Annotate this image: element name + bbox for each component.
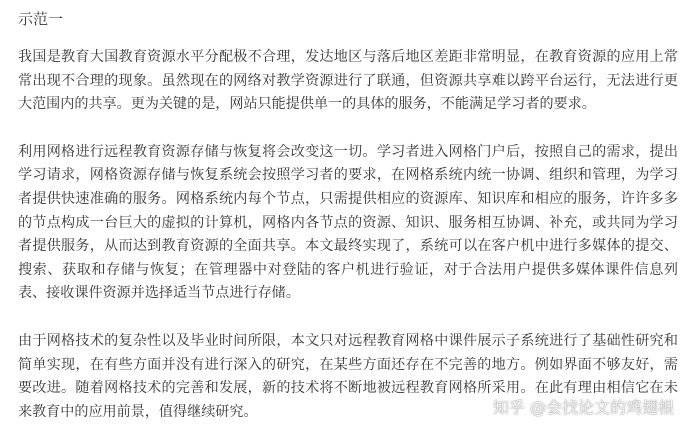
paragraph-3: 由于网格技术的复杂性以及毕业时间所限，本文只对远程教育网格中课件展示子系统进行了基础性研究和简单实现，在有些方面并没有进行深入的研究，在某些方面还存在不完善的地方。例如界面不够友好，需要改进。随着网格技术的完善和发展，新的技术将不断地被远程教育网格所采用。在此有理由相信它在未来教育中的应用前景，值得继续研究。: [18, 332, 678, 420]
paragraph-1: 我国是教育大国教育资源水平分配极不合理，发达地区与落后地区差距非常明显，在教育资源的应用上常常出现不合理的现象。虽然现在的网络对教学资源进行了联通，但资源共享难以跨平台运行，无法进行更大范围内的共享。更为关键的是，网站只能提供单一的具体的服务，不能满足学习者的要求。: [18, 49, 678, 113]
article-body: [18, 10, 678, 448]
zhihu-watermark: 知乎 @会找论文的鸡翅根: [492, 398, 674, 417]
section-title: 示范一: [18, 10, 64, 28]
paragraph-2: 利用网格进行远程教育资源存储与恢复将会改变这一切。学习者进入网格门户后，按照自己的需求，提出学习请求，网格资源存储与恢复系统会按照学习者的要求，在网格系统内统一协调、组织和管理，为学习者提供快速准确的服务。网格系统内每个节点，只需提供相应的资源库、知识库和相应的服务，许许多多的节点构成一台巨大的虚拟的计算机，网格内各节点的资源、知识、服务相互协调、补充，或共同为学习者提供服务，从而达到教育资源的全面共享。本文最终实现了，系统可以在客户机中进行多媒体的提交、搜索、获取和存储与恢复；在管理器中对登陆的客户机进行验证，对于合法用户提供多媒体课件信息列表、接收课件资源并选择适当节点进行存储。: [18, 143, 678, 302]
